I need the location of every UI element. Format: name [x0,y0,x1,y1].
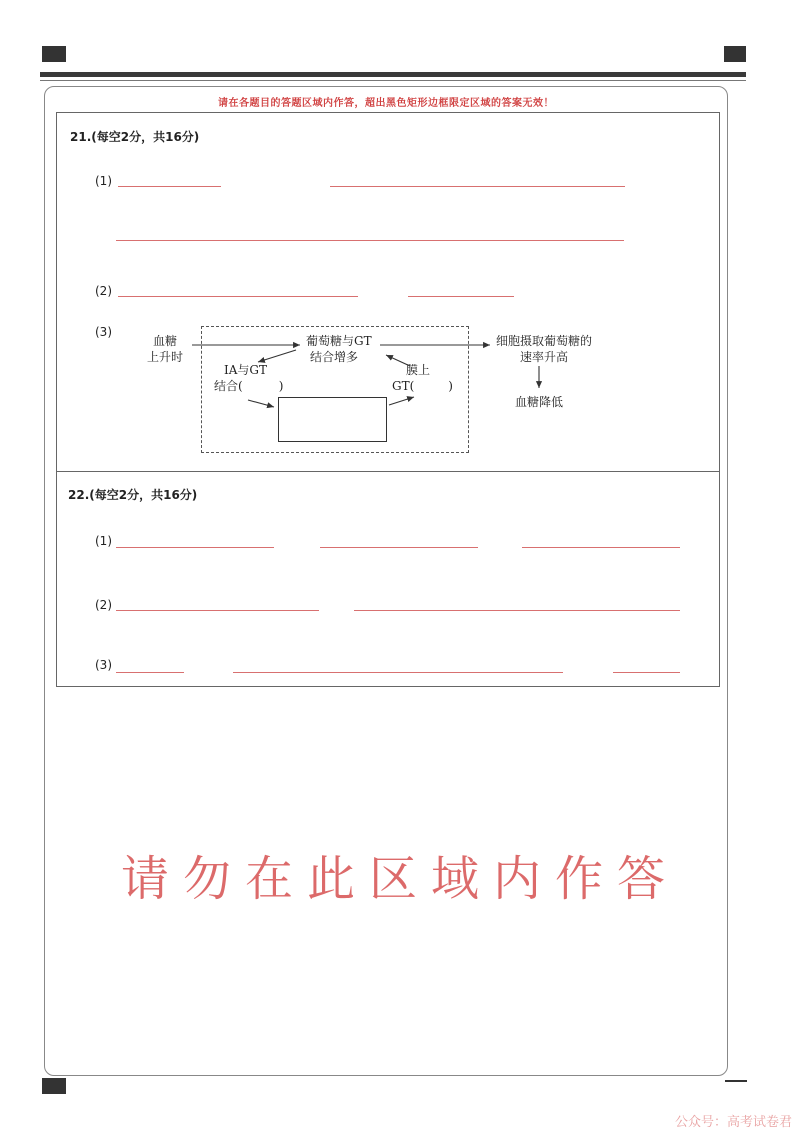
cell-uptake-line-1: 细胞摄取葡萄糖的 [496,334,593,348]
glucose-gt-line-1: 葡萄糖与GT [306,334,372,348]
footer-watermark: 公众号：高考试卷君 [674,1115,792,1130]
q22-1-blank-2[interactable] [320,547,478,548]
ia-gt-line-1: IA与GT [224,363,267,377]
q22-3-blank-1[interactable] [116,672,184,673]
q22-part-3-label: (3) [95,658,112,672]
arrow-ia-gt-to-box [248,400,274,407]
arrow-glucose-to-ia-gt [258,350,296,362]
blood-sugar-down-label: 血糖降低 [515,395,564,409]
membrane-line-1: 膜上 [406,363,431,377]
question-21-title: 21.(每空2分，共16分) [70,130,200,144]
membrane-close-paren: ) [448,379,453,393]
arrow-box-to-membrane [389,397,414,405]
question-22-box [56,471,720,687]
glucose-gt-line-2: 结合增多 [310,350,359,364]
q22-3-blank-3[interactable] [613,672,680,673]
q22-2-blank-2[interactable] [354,610,680,611]
question-22-title: 22.(每空2分，共16分) [68,488,198,502]
no-answer-zone-warning: 请勿在此区域内作答 [120,851,679,907]
q22-3-blank-2[interactable] [233,672,563,673]
ia-gt-close-paren: ) [278,379,284,393]
arrow-membrane-to-glucose [386,355,410,366]
q21-part-3-label: (3) [95,325,112,339]
q22-2-blank-1[interactable] [116,610,319,611]
membrane-prefix: GT( [392,379,415,393]
q22-part-2-label: (2) [95,598,112,612]
answer-area-notice: 请在各题目的答题区域内作答，超出黑色矩形边框限定区域的答案无效！ [218,98,554,109]
blood-sugar-rise-line-2: 上升时 [147,350,184,364]
q22-1-blank-3[interactable] [522,547,680,548]
ia-gt-prefix: 结合( [214,379,243,393]
q22-part-1-label: (1) [95,534,112,548]
cell-uptake-line-2: 速率升高 [520,350,569,364]
q21-part-2-label: (2) [95,284,112,298]
q22-1-blank-1[interactable] [116,547,274,548]
q21-part-1-label: (1) [95,174,112,188]
blood-sugar-rise-line-1: 血糖 [153,334,178,348]
